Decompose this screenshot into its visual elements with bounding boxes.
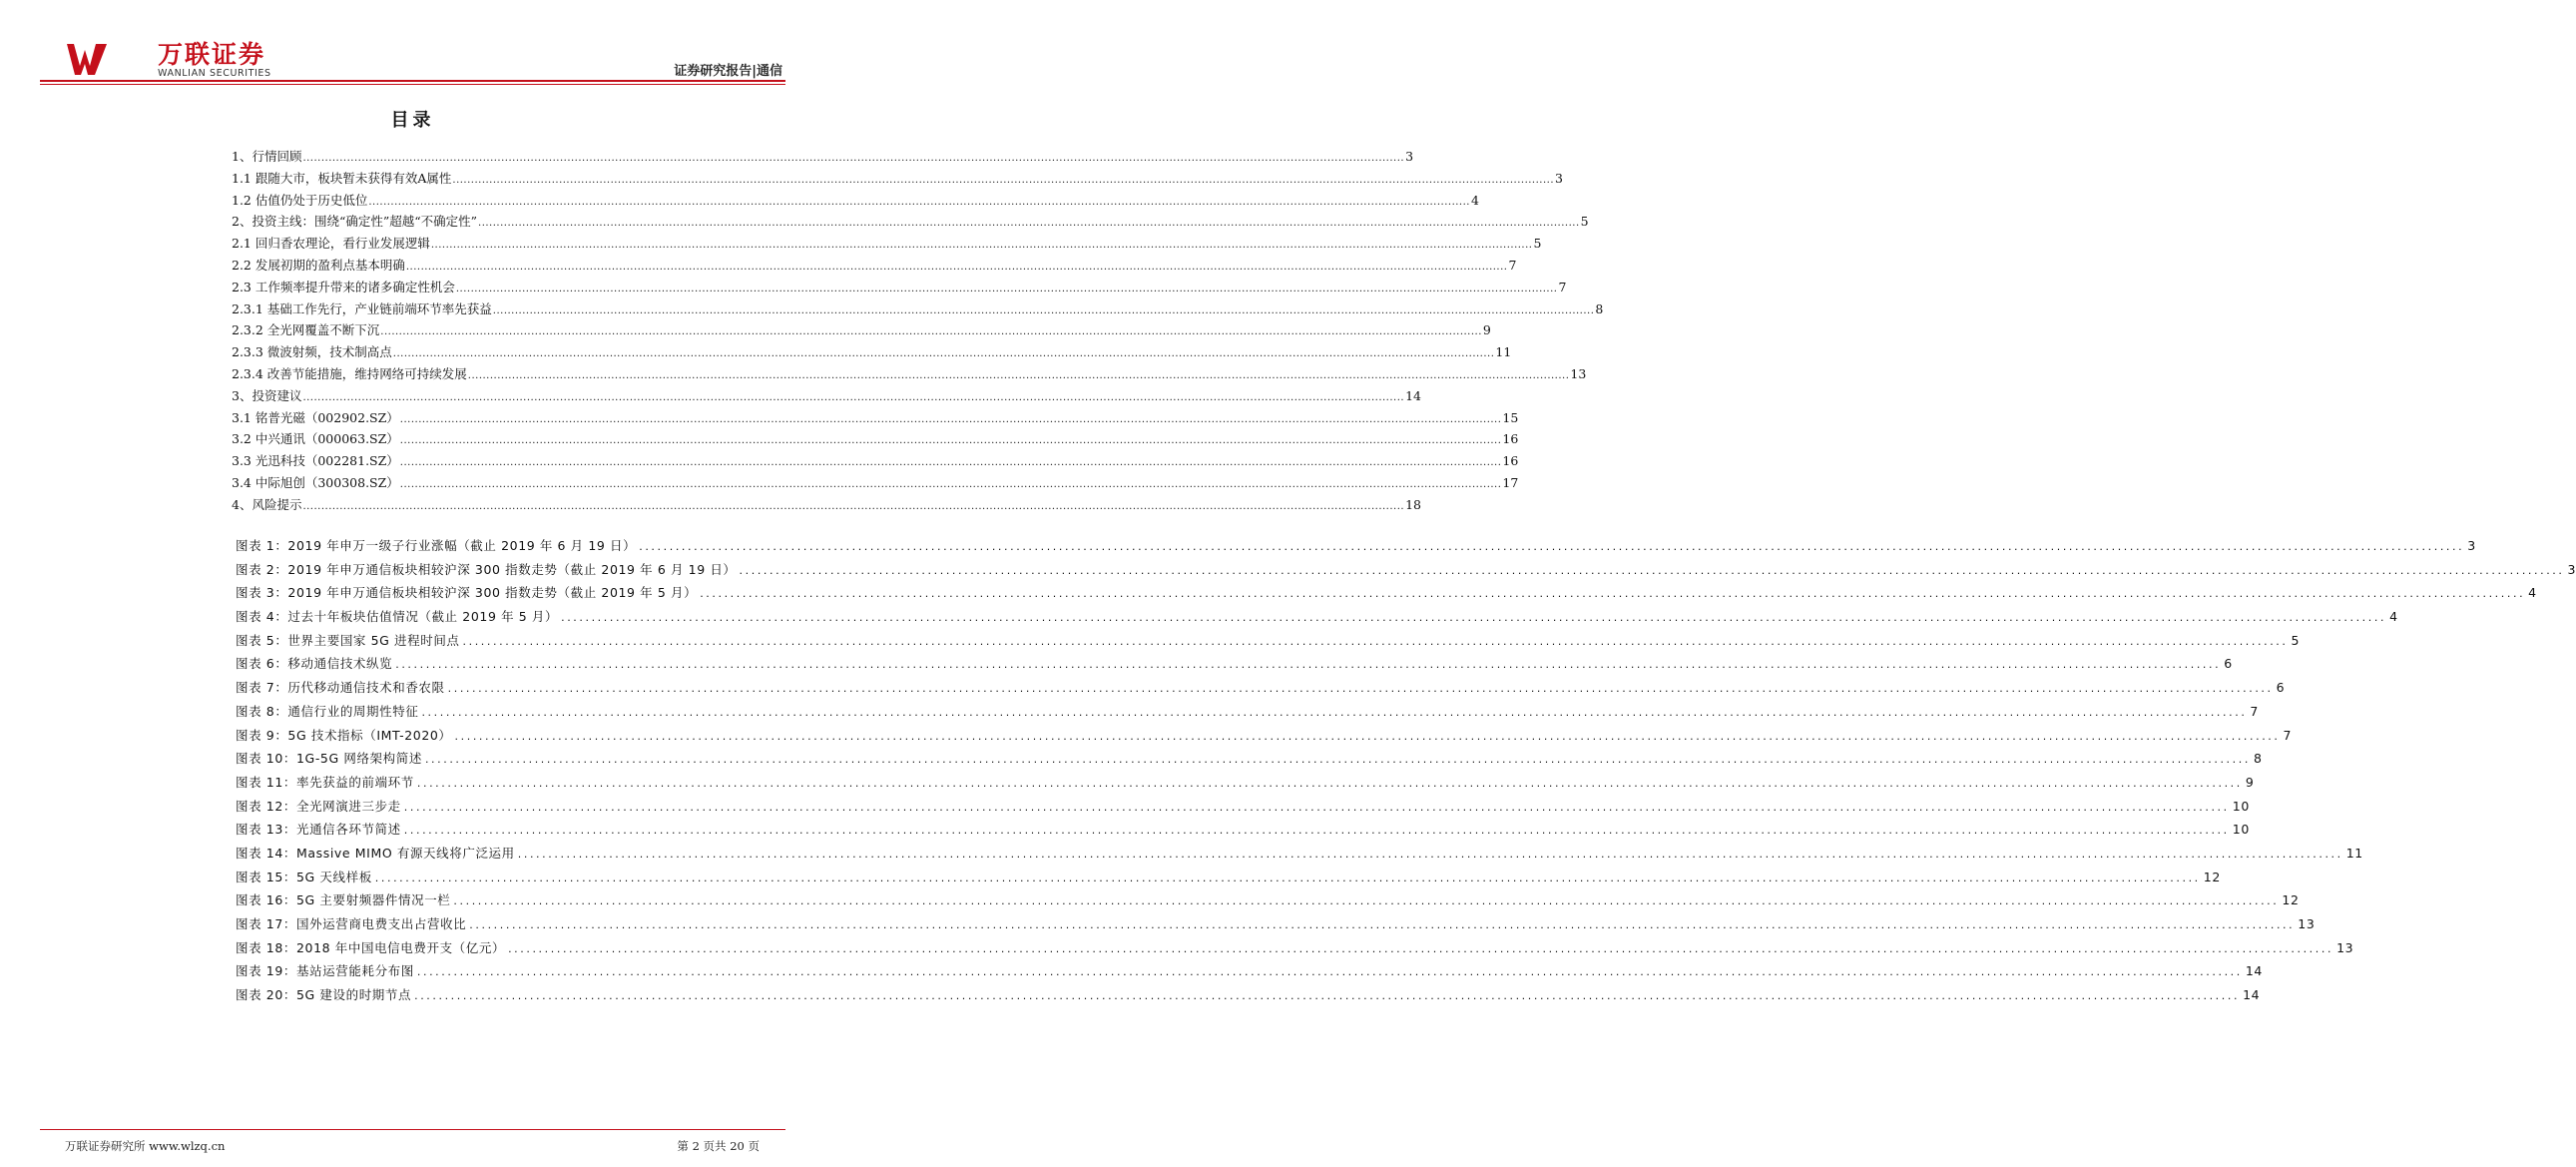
toc-entry-page: 5 — [1533, 236, 1542, 252]
figure-entry-label: 图表 16：5G 主要射频器件情况一栏 — [236, 892, 451, 908]
figure-entry-page: 10 — [2232, 798, 2250, 814]
figure-entry[interactable] — [236, 700, 2259, 724]
toc-entry-label: 2.3.2 全光网覆盖不断下沉 — [232, 322, 380, 338]
figure-entry-label: 图表 4：过去十年板块估值情况（截止 2019 年 5 月） — [236, 609, 559, 625]
figure-entry-page: 12 — [2282, 892, 2300, 908]
toc-entry-label: 3.3 光迅科技（002281.SZ） — [232, 453, 399, 469]
toc-entry-page: 8 — [1595, 300, 1604, 316]
figure-entry-page: 8 — [2253, 751, 2263, 767]
dot-leader: ............................................................................................................................................................................................................................................................................................................ — [399, 413, 1502, 425]
toc-entry-page: 11 — [1495, 344, 1512, 360]
dot-leader: ............................................................................................................................................................................................................................................................................................................ — [455, 283, 1558, 294]
figure-entry-label: 图表 2：2019 年申万通信板块相较沪深 300 指数走势（截止 2019 年 6 月 19 日） — [236, 561, 737, 577]
toc-entry-label: 2.3.3 微波射频，技术制高点 — [232, 344, 392, 360]
figure-entry[interactable] — [236, 534, 2476, 558]
figure-entry-label: 图表 15：5G 天线样板 — [236, 869, 372, 884]
figure-entry-page: 6 — [2276, 680, 2286, 696]
toc-entry[interactable] — [232, 146, 1414, 168]
toc-entry-page: 16 — [1502, 431, 1519, 447]
figure-entry-label: 图表 20：5G 建设的时期节点 — [236, 987, 412, 1003]
figure-entry[interactable] — [236, 558, 2576, 582]
figure-entry[interactable] — [236, 605, 2398, 629]
figure-entry[interactable] — [236, 912, 2316, 936]
toc-entry-label: 2.3 工作频率提升带来的诸多确定性机会 — [232, 279, 455, 294]
toc-entry[interactable] — [232, 450, 1519, 472]
figure-entry-label: 图表 13：光通信各环节简述 — [236, 822, 401, 838]
toc-entry-label: 3、投资建议 — [232, 387, 302, 403]
figure-entry-label: 图表 3：2019 年申万通信板块相较沪深 300 指数走势（截止 2019 年 5 月） — [236, 585, 698, 601]
report-category: 证券研究报告|通信 — [674, 64, 782, 79]
toc-entry-page: 13 — [1570, 365, 1587, 381]
toc-entry-page: 5 — [1580, 214, 1589, 230]
toc-entry[interactable] — [232, 319, 1491, 341]
toc-entry-page: 7 — [1558, 279, 1567, 294]
figure-entry[interactable] — [236, 771, 2255, 795]
footer-page-number: 第 2 页共 20 页 — [677, 1139, 760, 1153]
toc-entry-page: 7 — [1508, 257, 1517, 273]
logo-english: WANLIAN SECURITIES — [158, 68, 271, 79]
dot-leader: ............................................................................................................................................................................................................................................................................................................ — [508, 941, 2334, 955]
dot-leader: ............................................................................................................................................................................................................................................................................................................ — [368, 196, 1470, 208]
dot-leader: ............................................................................................................................................................................................................................................................................................................ — [302, 391, 1405, 403]
dot-leader: ............................................................................................................................................................................................................................................................................................................ — [403, 800, 2230, 814]
toc-entry[interactable] — [232, 494, 1421, 516]
figure-entry-label: 图表 7：历代移动通信技术和香农限 — [236, 680, 445, 696]
dot-leader: ............................................................................................................................................................................................................................................................................................................ — [478, 218, 1580, 230]
toc-entry-label: 1.1 跟随大市，板块暂未获得有效A属性 — [232, 170, 452, 186]
footer-institute: 万联证券研究所 www.wlzq.cn — [65, 1139, 226, 1153]
toc-entry[interactable] — [232, 472, 1519, 494]
figure-entry-label: 图表 9：5G 技术指标（IMT-2020） — [236, 727, 452, 743]
dot-leader: ............................................................................................................................................................................................................................................................................................................ — [374, 871, 2201, 884]
dot-leader: ............................................................................................................................................................................................................................................................................................................ — [416, 965, 2243, 979]
dot-leader: ............................................................................................................................................................................................................................................................................................................ — [447, 682, 2274, 696]
figure-entry-label: 图表 19：基站运营能耗分布图 — [236, 963, 414, 979]
figure-entry-page: 9 — [2245, 774, 2255, 790]
dot-leader: ............................................................................................................................................................................................................................................................................................................ — [380, 326, 1482, 338]
toc-entry-page: 3 — [1555, 170, 1563, 186]
dot-leader: ............................................................................................................................................................................................................................................................................................................ — [462, 634, 2289, 648]
page-header — [40, 36, 788, 86]
page-title: 目录 — [390, 110, 435, 131]
figure-entry-page: 11 — [2345, 845, 2363, 861]
figure-entry-page: 13 — [2336, 939, 2354, 955]
figure-entry[interactable] — [236, 842, 2363, 866]
wanlian-logo-mark — [67, 42, 107, 76]
toc-entry-page: 18 — [1405, 496, 1421, 512]
figure-entry-label: 图表 8：通信行业的周期性特征 — [236, 703, 419, 719]
figure-entry-page: 5 — [2291, 632, 2301, 648]
toc-entry-page: 14 — [1405, 387, 1421, 403]
toc-entry[interactable] — [232, 407, 1519, 429]
dot-leader: ............................................................................................................................................................................................................................................................................................................ — [639, 540, 2465, 553]
dot-leader: ............................................................................................................................................................................................................................................................................................................ — [399, 478, 1502, 490]
figure-entry-label: 图表 6：移动通信技术纵览 — [236, 656, 393, 672]
toc-entry[interactable] — [232, 211, 1589, 233]
dot-leader: ............................................................................................................................................................................................................................................................................................................ — [561, 611, 2387, 625]
toc-entry-label: 2.3.1 基础工作先行，产业链前端环节率先获益 — [232, 300, 492, 316]
toc-entry-page: 16 — [1502, 453, 1519, 469]
dot-leader: ............................................................................................................................................................................................................................................................................................................ — [700, 587, 2526, 601]
figure-entry[interactable] — [236, 652, 2233, 676]
toc-entry-page: 4 — [1470, 192, 1479, 208]
dot-leader: ............................................................................................................................................................................................................................................................................................................ — [302, 500, 1405, 512]
figure-entry[interactable] — [236, 795, 2250, 819]
figure-entry-page: 7 — [2283, 727, 2293, 743]
dot-leader: ............................................................................................................................................................................................................................................................................................................ — [395, 658, 2222, 672]
toc-entry-page: 9 — [1482, 322, 1491, 338]
header-rule-thin — [40, 84, 785, 85]
toc-entry-label: 3.1 铭普光磁（002902.SZ） — [232, 409, 399, 425]
dot-leader: ............................................................................................................................................................................................................................................................................................................ — [517, 847, 2343, 861]
figure-entry-page: 12 — [2203, 869, 2221, 884]
toc-entry-label: 2、投资主线：围绕“确定性”超越“不确定性” — [232, 214, 478, 230]
toc-entry-label: 2.1 回归香农理论，看行业发展逻辑 — [232, 236, 430, 252]
figure-entry[interactable] — [236, 629, 2301, 653]
table-of-contents — [232, 146, 1604, 516]
toc-entry[interactable] — [232, 385, 1421, 407]
toc-entry[interactable] — [232, 190, 1479, 212]
dot-leader: ............................................................................................................................................................................................................................................................................................................ — [453, 894, 2280, 908]
dot-leader: ............................................................................................................................................................................................................................................................................................................ — [452, 174, 1555, 186]
figure-entry-page: 3 — [2467, 538, 2476, 553]
toc-entry[interactable] — [232, 363, 1587, 385]
toc-entry-label: 1、行情回顾 — [232, 149, 302, 164]
figure-entry-page: 7 — [2250, 703, 2259, 719]
dot-leader: ............................................................................................................................................................................................................................................................................................................ — [467, 369, 1570, 381]
dot-leader: ............................................................................................................................................................................................................................................................................................................ — [414, 989, 2241, 1003]
toc-entry[interactable] — [232, 277, 1567, 298]
toc-entry-page: 17 — [1502, 474, 1519, 490]
figure-entry[interactable] — [236, 676, 2286, 700]
figure-list — [236, 534, 2576, 1007]
figure-entry-label: 图表 1：2019 年申万一级子行业涨幅（截止 2019 年 6 月 19 日） — [236, 538, 637, 553]
dot-leader: ............................................................................................................................................................................................................................................................................................................ — [403, 824, 2230, 838]
dot-leader: ............................................................................................................................................................................................................................................................................................................ — [492, 304, 1595, 316]
toc-entry[interactable] — [232, 168, 1563, 190]
toc-entry-label: 3.2 中兴通讯（000063.SZ） — [232, 431, 399, 447]
figure-entry[interactable] — [236, 747, 2263, 771]
dot-leader: ............................................................................................................................................................................................................................................................................................................ — [392, 348, 1495, 360]
figure-entry-label: 图表 12：全光网演进三步走 — [236, 798, 401, 814]
dot-leader: ............................................................................................................................................................................................................................................................................................................ — [739, 563, 2565, 577]
dot-leader: ............................................................................................................................................................................................................................................................................................................ — [405, 261, 1508, 273]
dot-leader: ............................................................................................................................................................................................................................................................................................................ — [424, 753, 2251, 767]
toc-entry-page: 3 — [1405, 149, 1414, 164]
figure-entry-page: 14 — [2243, 987, 2261, 1003]
logo-chinese: 万联证券 — [158, 40, 266, 69]
figure-entry[interactable] — [236, 888, 2300, 912]
footer-rule — [40, 1129, 785, 1130]
toc-entry-label: 3.4 中际旭创（300308.SZ） — [232, 474, 399, 490]
dot-leader: ............................................................................................................................................................................................................................................................................................................ — [302, 153, 1405, 164]
figure-entry-label: 图表 11：率先获益的前端环节 — [236, 774, 414, 790]
dot-leader: ............................................................................................................................................................................................................................................................................................................ — [416, 776, 2243, 790]
toc-entry-label: 2.2 发展初期的盈利点基本明确 — [232, 257, 405, 273]
figure-entry[interactable] — [236, 581, 2537, 605]
dot-leader: ............................................................................................................................................................................................................................................................................................................ — [430, 240, 1533, 252]
figure-entry-label: 图表 5：世界主要国家 5G 进程时间点 — [236, 632, 460, 648]
dot-leader: ............................................................................................................................................................................................................................................................................................................ — [454, 729, 2281, 743]
toc-entry[interactable] — [232, 233, 1542, 255]
toc-entry[interactable] — [232, 341, 1512, 363]
dot-leader: ............................................................................................................................................................................................................................................................................................................ — [399, 457, 1502, 469]
figure-entry-page: 10 — [2232, 822, 2250, 838]
dot-leader: ............................................................................................................................................................................................................................................................................................................ — [399, 435, 1502, 447]
toc-entry-page: 15 — [1502, 409, 1519, 425]
figure-entry[interactable] — [236, 724, 2293, 748]
figure-entry-page: 4 — [2389, 609, 2398, 625]
toc-entry[interactable] — [232, 298, 1604, 320]
figure-entry-page: 4 — [2528, 585, 2537, 601]
dot-leader: ............................................................................................................................................................................................................................................................................................................ — [469, 918, 2296, 931]
figure-entry-page: 14 — [2245, 963, 2263, 979]
figure-entry-page: 3 — [2567, 561, 2576, 577]
figure-entry[interactable] — [236, 983, 2261, 1007]
toc-entry[interactable] — [232, 255, 1517, 277]
figure-entry-page: 6 — [2224, 656, 2233, 672]
figure-entry-label: 图表 17：国外运营商电费支出占营收比 — [236, 916, 467, 931]
toc-entry-label: 4、风险提示 — [232, 496, 302, 512]
header-rule — [40, 80, 785, 82]
figure-entry-label: 图表 14：Massive MIMO 有源天线将广泛运用 — [236, 845, 515, 861]
figure-entry[interactable] — [236, 936, 2354, 960]
figure-entry-label: 图表 10：1G-5G 网络架构简述 — [236, 751, 422, 767]
toc-entry-label: 1.2 估值仍处于历史低位 — [232, 192, 368, 208]
figure-entry[interactable] — [236, 818, 2250, 842]
figure-entry[interactable] — [236, 866, 2221, 889]
toc-entry-label: 2.3.4 改善节能措施，维持网络可持续发展 — [232, 365, 467, 381]
dot-leader: ............................................................................................................................................................................................................................................................................................................ — [421, 705, 2248, 719]
figure-entry-label: 图表 18：2018 年中国电信电费开支（亿元） — [236, 939, 506, 955]
toc-entry[interactable] — [232, 428, 1519, 450]
figure-entry-page: 13 — [2298, 916, 2316, 931]
figure-entry[interactable] — [236, 959, 2263, 983]
